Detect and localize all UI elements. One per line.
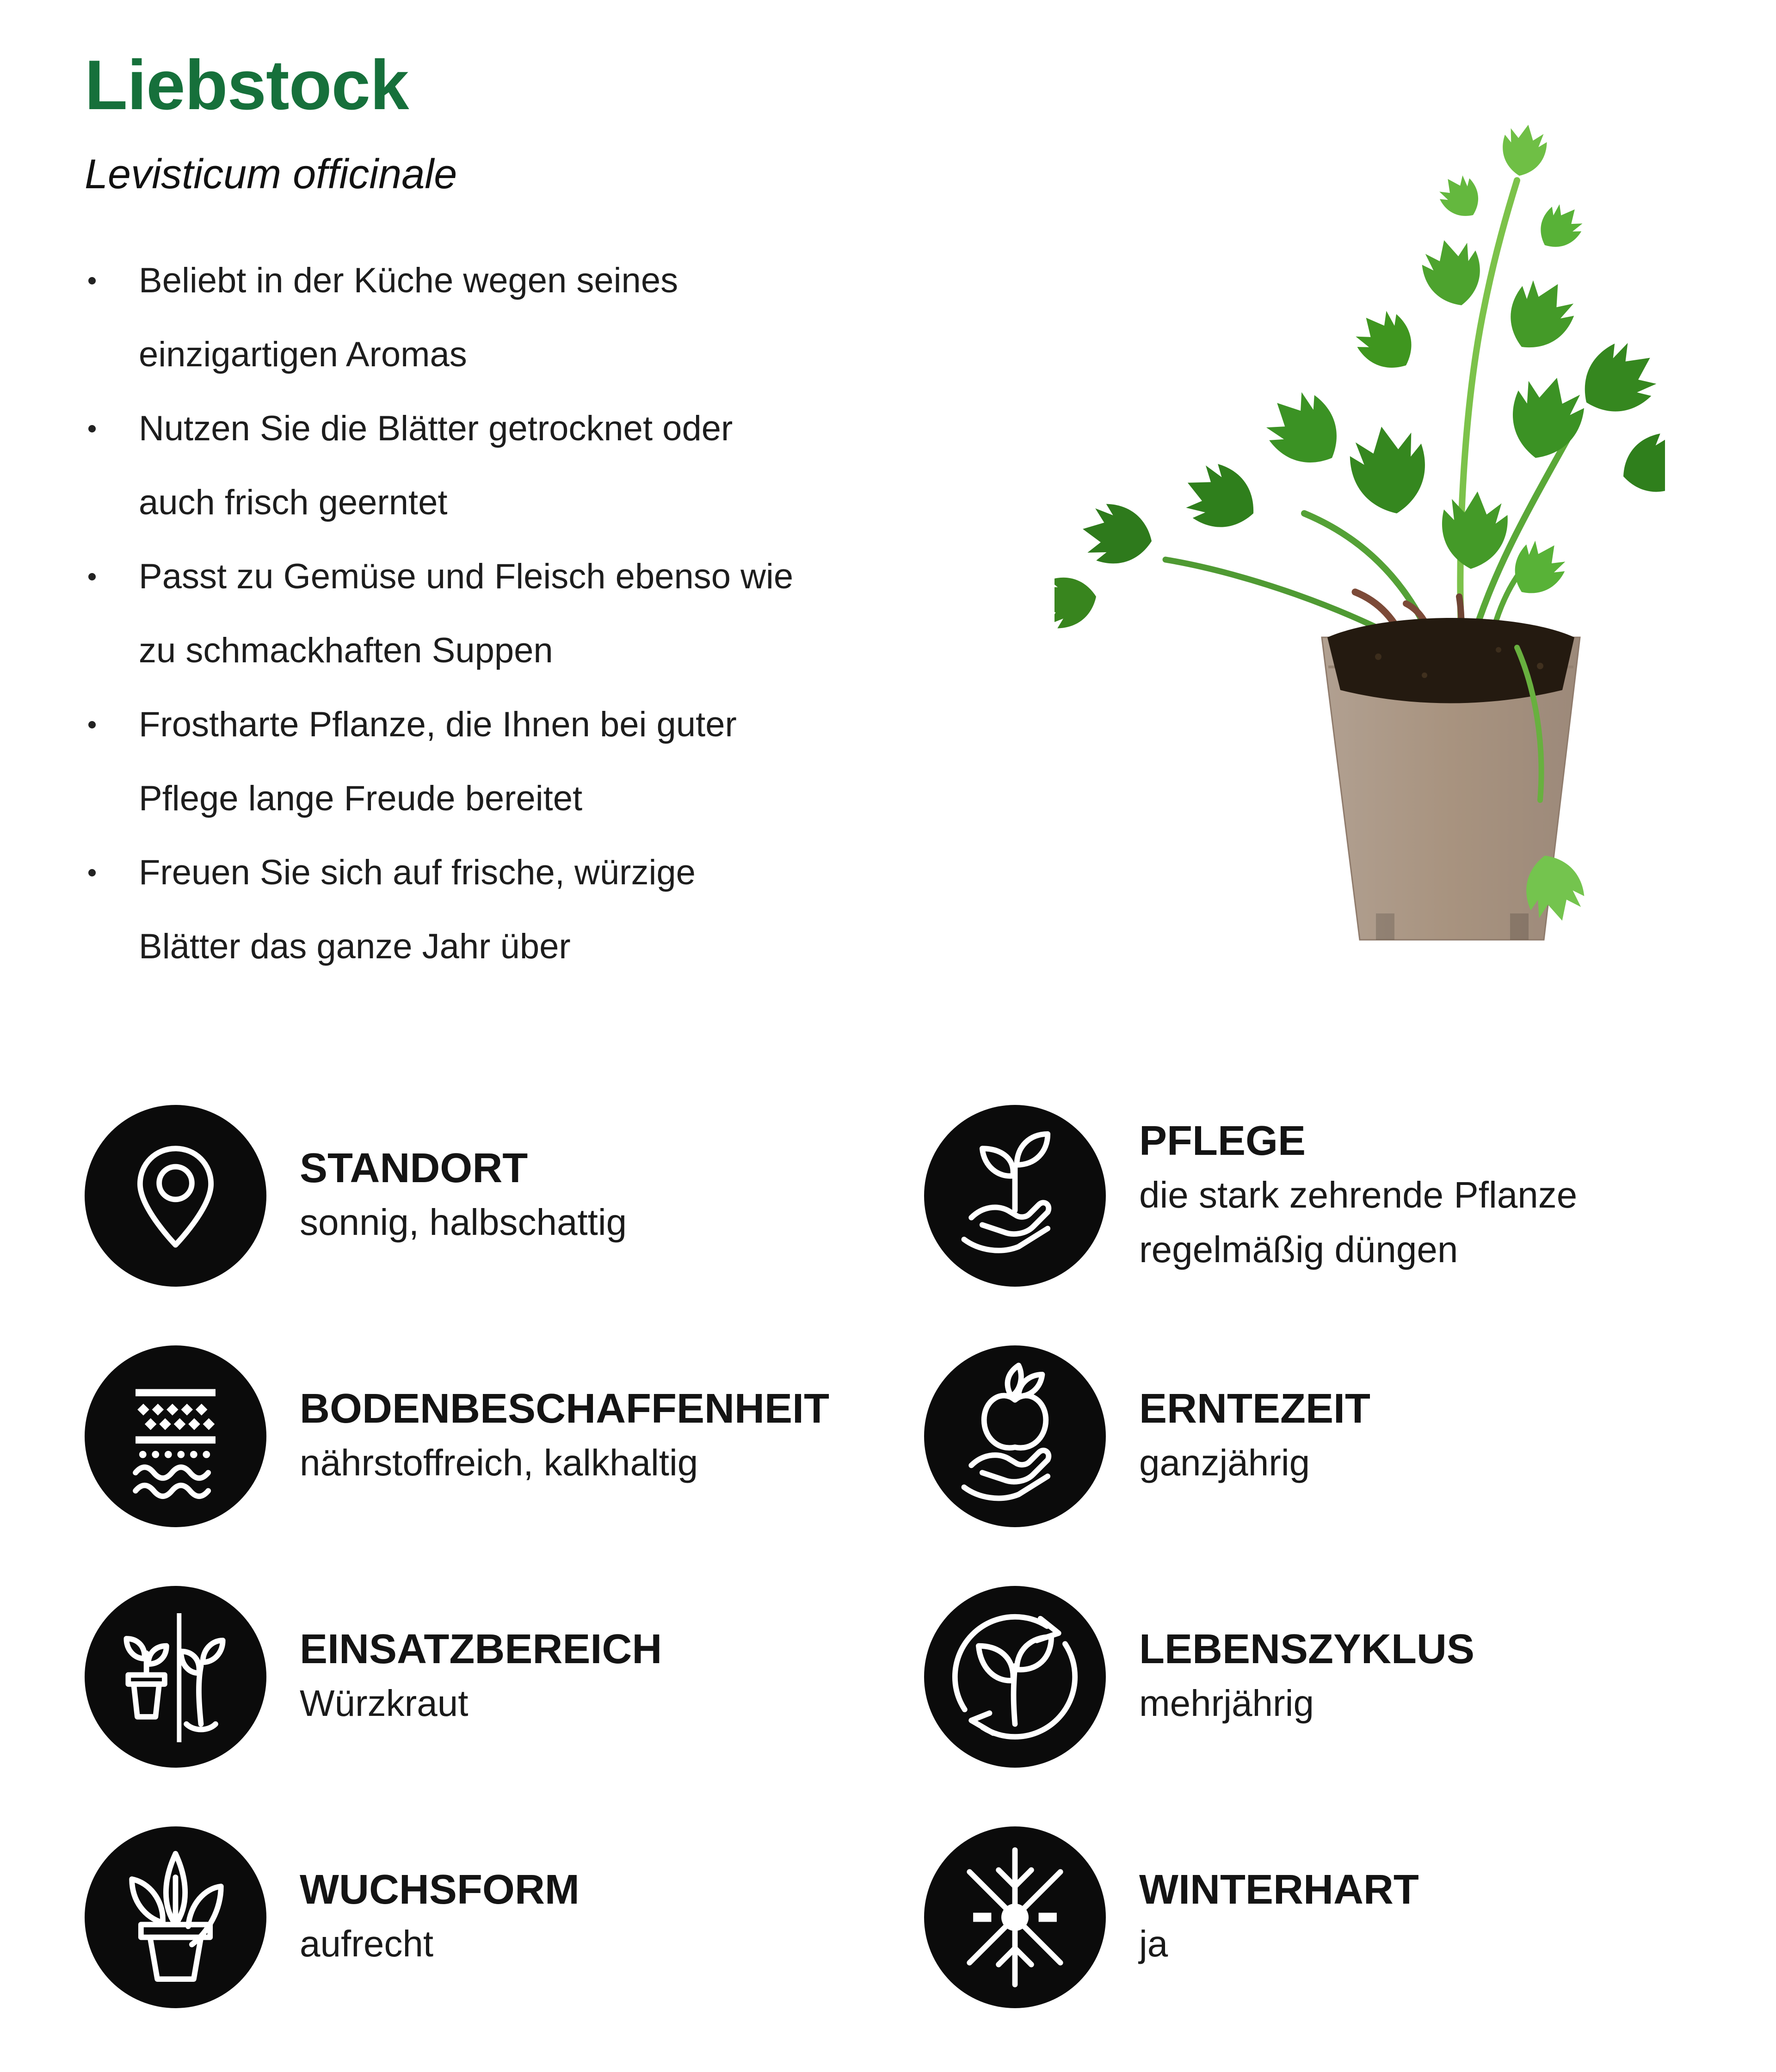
- bullet-item: [85, 836, 871, 984]
- feature-lebenszyklus: [924, 1586, 1474, 1768]
- feature-desc: sonnig, halbschattig: [300, 1202, 627, 1243]
- feature-einsatzbereich: [85, 1586, 662, 1768]
- page-title: Liebstock: [85, 46, 409, 124]
- feature-title: BODENBESCHAFFENHEIT: [300, 1386, 830, 1432]
- bullet-line: zu schmackhaften Suppen: [139, 631, 553, 670]
- feature-title: PFLEGE: [1139, 1118, 1306, 1165]
- feature-desc: Würzkraut: [300, 1683, 469, 1724]
- bullet-line: Beliebt in der Küche wegen seines: [139, 261, 678, 300]
- bullet-dot: [88, 425, 96, 432]
- feature-standort: [85, 1105, 627, 1287]
- feature-desc: regelmäßig düngen: [1139, 1229, 1458, 1270]
- bullet-line: Frostharte Pflanze, die Ihnen bei guter: [139, 705, 737, 744]
- feature-title: WINTERHART: [1139, 1867, 1419, 1913]
- bullet-list: [85, 244, 871, 984]
- snowflake-icon: [924, 1826, 1106, 2008]
- bullet-line: Blätter das ganze Jahr über: [139, 927, 571, 966]
- hand-fruit-icon: [924, 1345, 1106, 1527]
- bullet-dot: [88, 721, 96, 728]
- bullet-dot: [88, 573, 96, 580]
- feature-desc: nährstoffreich, kalkhaltig: [300, 1442, 698, 1484]
- bullet-line: auch frisch geerntet: [139, 483, 448, 522]
- feature-winterhart: [924, 1826, 1419, 2008]
- bullet-line: Passt zu Gemüse und Fleisch ebenso wie: [139, 557, 794, 596]
- bullet-line: einzigartigen Aromas: [139, 335, 467, 374]
- feature-wuchsform: [85, 1826, 580, 2008]
- feature-title: ERNTEZEIT: [1139, 1386, 1371, 1432]
- feature-desc: die stark zehrende Pflanze: [1139, 1174, 1578, 1216]
- feature-title: WUCHSFORM: [300, 1867, 580, 1913]
- feature-desc: aufrecht: [300, 1923, 434, 1965]
- latin-name: Levisticum officinale: [85, 151, 457, 197]
- feature-desc: ganzjährig: [1139, 1442, 1310, 1484]
- feature-title: EINSATZBEREICH: [300, 1626, 662, 1673]
- soil-layers-icon: [85, 1345, 266, 1527]
- bullet-item: [85, 688, 871, 836]
- feature-title: STANDORT: [300, 1145, 528, 1192]
- bullet-line: Pflege lange Freude bereitet: [139, 779, 583, 818]
- pot-sprout-divided-icon: [85, 1586, 266, 1768]
- feature-title: LEBENSZYKLUS: [1139, 1626, 1475, 1673]
- sprout-cycle-icon: [924, 1586, 1106, 1768]
- plant-photo: [1054, 106, 1665, 953]
- feature-bodenbeschaffenheit: [85, 1345, 829, 1527]
- bullet-dot: [88, 869, 96, 876]
- location-pin-icon: [85, 1105, 266, 1287]
- feature-desc: mehrjährig: [1139, 1683, 1314, 1724]
- hand-sprout-icon: [924, 1105, 1106, 1287]
- potted-plant-icon: [85, 1826, 266, 2008]
- bullet-line: Nutzen Sie die Blätter getrocknet oder: [139, 409, 733, 448]
- feature-desc: ja: [1139, 1923, 1168, 1965]
- feature-erntezeit: [924, 1345, 1370, 1527]
- feature-pflege: [924, 1105, 1577, 1287]
- bullet-item: [85, 540, 871, 688]
- bullet-item: [85, 244, 871, 392]
- bullet-line: Freuen Sie sich auf frische, würzige: [139, 853, 696, 892]
- bullet-dot: [88, 277, 96, 284]
- bullet-item: [85, 392, 871, 540]
